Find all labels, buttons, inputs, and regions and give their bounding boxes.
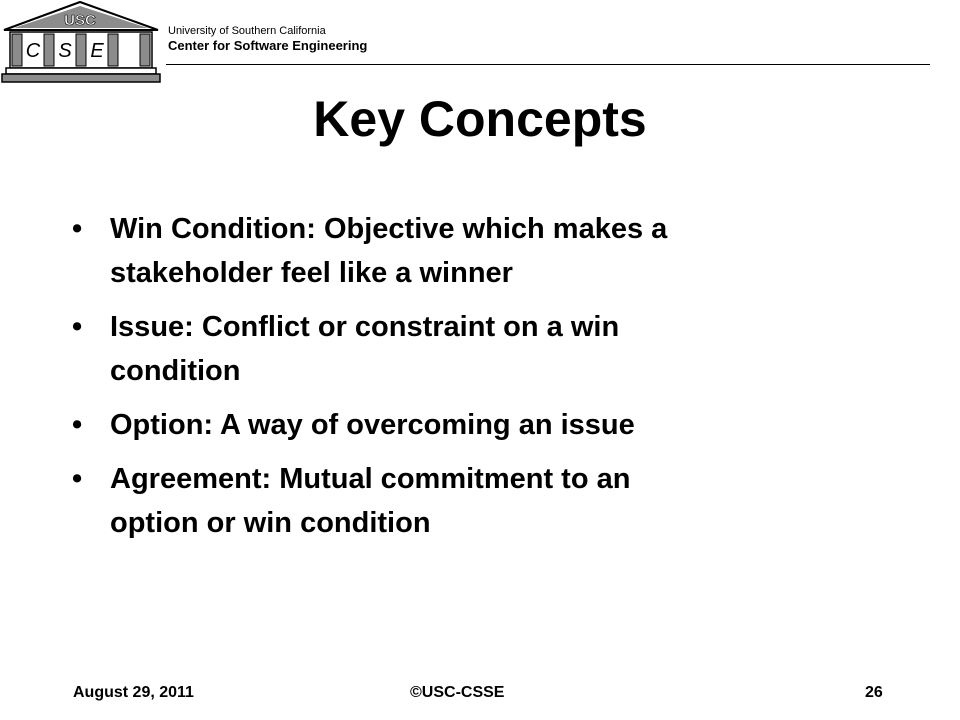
- slide-title: Key Concepts: [313, 91, 647, 147]
- center-name: Center for Software Engineering: [168, 38, 368, 53]
- logo-letter-s: S: [58, 40, 72, 62]
- organization-header: [168, 26, 367, 52]
- bullet-item-agreement: [70, 457, 870, 545]
- logo-letter-e: E: [90, 40, 104, 62]
- header-divider: [166, 64, 930, 65]
- bullet-text-line1: Agreement: Mutual commitment to an: [110, 463, 631, 495]
- bullet-text-line2: condition: [110, 355, 241, 387]
- bullet-text-line1: Option: A way of overcoming an issue: [110, 409, 635, 441]
- bullet-text-line2: stakeholder feel like a winner: [110, 257, 513, 289]
- bullet-icon: •: [72, 213, 83, 245]
- university-name: University of Southern California: [168, 25, 326, 37]
- bullet-item-win-condition: [70, 207, 870, 295]
- footer-copyright: ©USC-CSSE: [410, 684, 505, 701]
- usc-cse-logo: [0, 0, 162, 86]
- bullet-item-issue: [70, 305, 870, 393]
- bullet-item-option: [70, 403, 870, 447]
- bullet-icon: •: [72, 409, 83, 441]
- logo-letter-c: C: [25, 40, 41, 62]
- logo-banner: USC: [64, 12, 96, 29]
- bullet-icon: •: [72, 311, 83, 343]
- bullet-text-line1: Issue: Conflict or constraint on a win: [110, 311, 620, 343]
- bullet-text-line2: option or win condition: [110, 507, 431, 539]
- page-number: 26: [865, 684, 883, 701]
- bullet-list: [70, 207, 870, 555]
- bullet-icon: •: [72, 463, 83, 495]
- bullet-text-line1: Win Condition: Objective which makes a: [110, 213, 668, 245]
- footer-date: August 29, 2011: [73, 684, 194, 701]
